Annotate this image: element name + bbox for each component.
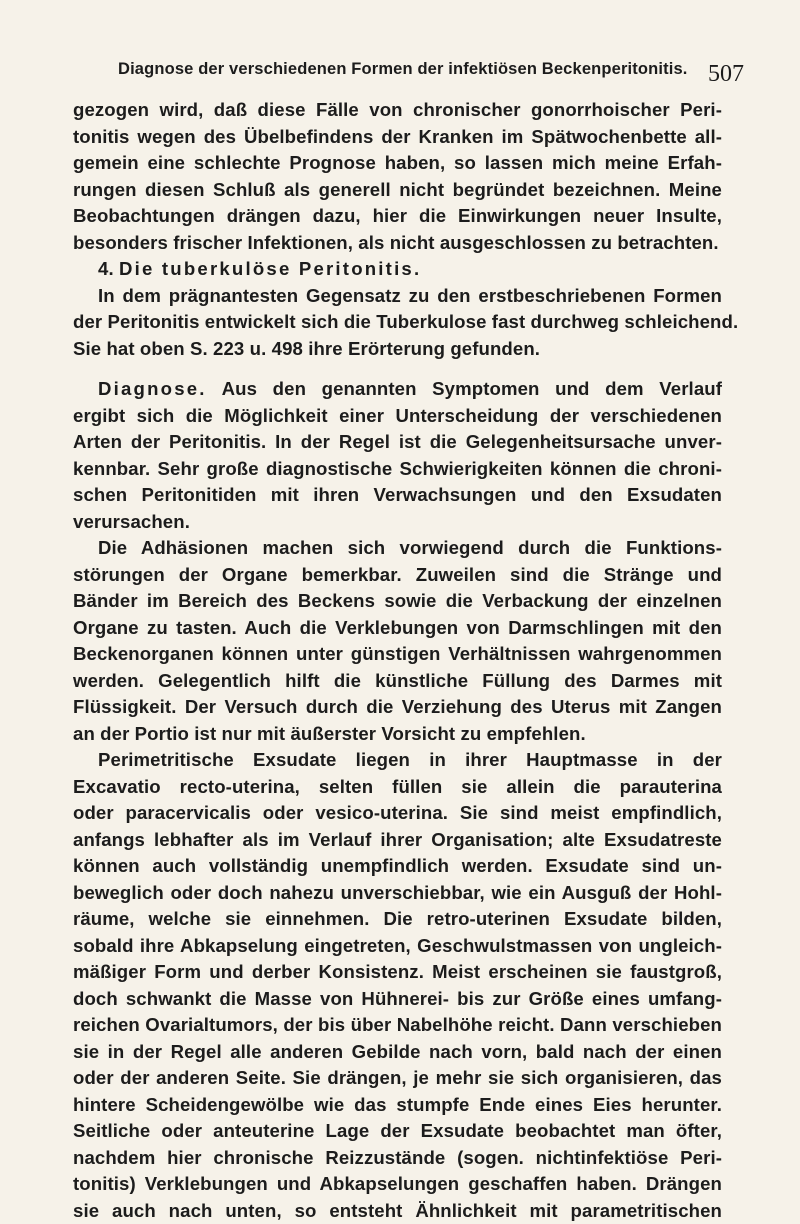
- text-line: doch schwankt die Masse von Hühnerei- bis zur Größe eines umfang-: [73, 986, 722, 1013]
- text-line: mäßiger Form und derber Konsistenz. Meist erscheinen sie faustgroß,: [73, 959, 722, 986]
- text-line: Beckenorganen können unter günstigen Verhältnissen wahrgenommen: [73, 641, 722, 668]
- text-line: Seitliche oder anteuterine Lage der Exsudate beobachtet man öfter,: [73, 1118, 722, 1145]
- text-line: ergibt sich die Möglichkeit einer Unterscheidung der verschiedenen: [73, 403, 722, 430]
- text-line: tonitis wegen des Übelbefindens der Kranken im Spätwochenbette all-: [73, 124, 722, 151]
- section-heading: [73, 256, 722, 283]
- text-line: oder paracervicalis oder vesico-uterina. Sie sind meist empfindlich,: [73, 800, 722, 827]
- text-line: Sie hat oben S. 223 u. 498 ihre Erörterung gefunden.: [73, 336, 722, 363]
- paragraph-gap: [73, 362, 722, 376]
- text-span: Aus den genannten Symptomen und dem Verlauf: [222, 378, 722, 399]
- text-line: Beobachtungen drängen dazu, hier die Einwirkungen neuer Insulte,: [73, 203, 722, 230]
- text-line: beweglich oder doch nahezu unverschiebbar, wie ein Ausguß der Hohl-: [73, 880, 722, 907]
- paragraph: [73, 376, 722, 535]
- text-line: In dem prägnantesten Gegensatz zu den erstbeschriebenen Formen: [73, 283, 722, 310]
- text-line: räume, welche sie einnehmen. Die retro-uterinen Exsudate bilden,: [73, 906, 722, 933]
- text-line: [73, 376, 722, 403]
- paragraph: [73, 747, 722, 1224]
- body-text: [73, 97, 722, 1224]
- text-line: besonders frischer Infektionen, als nicht ausgeschlossen zu betrachten.: [73, 230, 722, 257]
- text-line: nachdem hier chronische Reizzustände (sogen. nichtinfektiöse Peri-: [73, 1145, 722, 1172]
- text-line: der Peritonitis entwickelt sich die Tuberkulose fast durchweg schleichend.: [73, 309, 722, 336]
- section-heading-number: 4.: [98, 258, 114, 279]
- paragraph: [73, 535, 722, 747]
- paragraph-lead: Diagnose.: [98, 378, 207, 399]
- running-header-title: Diagnose der verschiedenen Formen der infektiösen Beckenperitonitis.: [118, 60, 688, 79]
- text-line: Excavatio recto-uterina, selten füllen sie allein die parauterina: [73, 774, 722, 801]
- text-line: rungen diesen Schluß als generell nicht begründet bezeichnen. Meine: [73, 177, 722, 204]
- text-line: oder der anderen Seite. Sie drängen, je mehr sie sich organisieren, das: [73, 1065, 722, 1092]
- text-line: an der Portio ist nur mit äußerster Vorsicht zu empfehlen.: [73, 721, 722, 748]
- text-line: Organe zu tasten. Auch die Verklebungen von Darmschlingen mit den: [73, 615, 722, 642]
- text-line: hintere Scheidengewölbe wie das stumpfe Ende eines Eies herunter.: [73, 1092, 722, 1119]
- page-number: 507: [708, 62, 744, 86]
- paragraph: [73, 97, 722, 256]
- text-line: Die Adhäsionen machen sich vorwiegend durch die Funktions-: [73, 535, 722, 562]
- text-line: Bänder im Bereich des Beckens sowie die Verbackung der einzelnen: [73, 588, 722, 615]
- text-line: störungen der Organe bemerkbar. Zuweilen sind die Stränge und: [73, 562, 722, 589]
- text-line: reichen Ovarialtumors, der bis über Nabelhöhe reicht. Dann verschieben: [73, 1012, 722, 1039]
- text-line: werden. Gelegentlich hilft die künstliche Füllung des Darmes mit: [73, 668, 722, 695]
- text-line: kennbar. Sehr große diagnostische Schwierigkeiten können die chroni-: [73, 456, 722, 483]
- text-line: gemein eine schlechte Prognose haben, so lassen mich meine Erfah-: [73, 150, 722, 177]
- text-line: können auch vollständig unempfindlich werden. Exsudate sind un-: [73, 853, 722, 880]
- text-line: Perimetritische Exsudate liegen in ihrer Hauptmasse in der: [73, 747, 722, 774]
- section-heading-text: Die tuberkulöse Peritonitis.: [119, 258, 421, 279]
- text-line: anfangs lebhafter als im Verlauf ihrer Organisation; alte Exsudatreste: [73, 827, 722, 854]
- text-line: tonitis) Verklebungen und Abkapselungen geschaffen haben. Drängen: [73, 1171, 722, 1198]
- running-header: [118, 60, 718, 88]
- text-line: sie in der Regel alle anderen Gebilde nach vorn, bald nach der einen: [73, 1039, 722, 1066]
- text-line: verursachen.: [73, 509, 722, 536]
- paragraph: [73, 283, 722, 363]
- text-line: gezogen wird, daß diese Fälle von chronischer gonorrhoischer Peri-: [73, 97, 722, 124]
- text-line: sobald ihre Abkapselung eingetreten, Geschwulstmassen von ungleich-: [73, 933, 722, 960]
- text-line: Flüssigkeit. Der Versuch durch die Verziehung des Uterus mit Zangen: [73, 694, 722, 721]
- text-line: sie auch nach unten, so entsteht Ähnlichkeit mit parametritischen: [73, 1198, 722, 1224]
- text-line: schen Peritonitiden mit ihren Verwachsungen und den Exsudaten: [73, 482, 722, 509]
- text-line: Arten der Peritonitis. In der Regel ist die Gelegenheitsursache unver-: [73, 429, 722, 456]
